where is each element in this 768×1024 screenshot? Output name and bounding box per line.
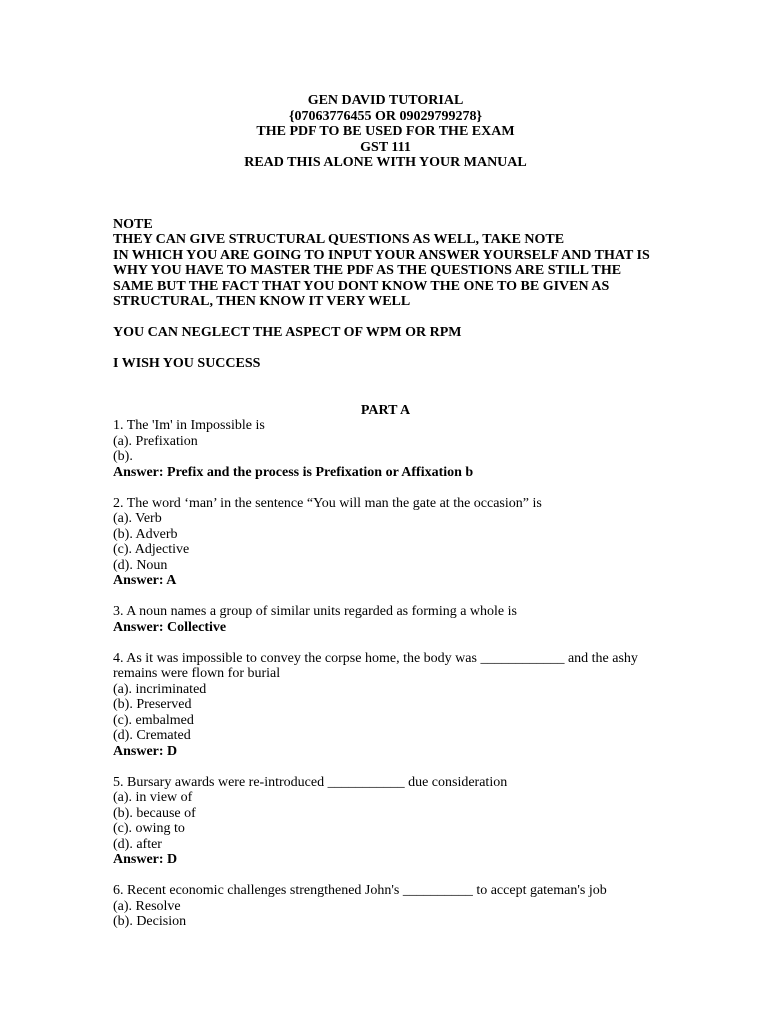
question-list — [113, 418, 658, 930]
question-text: 5. Bursary awards were re-introduced ___________ due consideration — [113, 774, 508, 790]
question-item — [113, 775, 658, 868]
question-option: (b). — [113, 449, 133, 464]
question-answer: Answer: Collective — [113, 619, 227, 635]
question-item — [113, 883, 658, 930]
question-answer: Answer: D — [113, 852, 178, 867]
note-section — [113, 217, 658, 372]
question-option: (d). Cremated — [113, 728, 191, 743]
part-title: PART A — [360, 402, 411, 418]
question-item — [113, 651, 658, 760]
header-line: THE PDF TO BE USED FOR THE EXAM — [256, 124, 515, 139]
question-option: (c). embalmed — [113, 712, 194, 728]
question-text: 1. The 'Im' in Impossible is — [113, 418, 265, 433]
note-neglect: YOU CAN NEGLECT THE ASPECT OF WPM OR RPM — [113, 325, 462, 340]
question-text: 6. Recent economic challenges strengthened John's __________ to accept gateman's job — [113, 883, 607, 898]
note-line: THEY CAN GIVE STRUCTURAL QUESTIONS AS WELL, TAKE NOTE — [113, 232, 565, 247]
question-option: (b). Decision — [113, 914, 187, 929]
question-item — [113, 418, 658, 480]
question-text: 2. The word ‘man’ in the sentence “You will man the gate at the occasion” is — [113, 495, 542, 511]
question-answer: Answer: D — [113, 743, 178, 759]
question-item — [113, 496, 658, 589]
note-title: NOTE — [113, 216, 153, 232]
note-line: STRUCTURAL, THEN KNOW IT VERY WELL — [113, 294, 411, 309]
note-line: WHY YOU HAVE TO MASTER THE PDF AS THE QUESTIONS ARE STILL THE — [113, 263, 622, 278]
question-option: (c). Adjective — [113, 542, 190, 557]
question-option: (a). in view of — [113, 790, 193, 805]
header-line: GST 111 — [360, 139, 411, 155]
note-line: IN WHICH YOU ARE GOING TO INPUT YOUR ANSWER YOURSELF AND THAT IS — [113, 247, 650, 263]
question-option: (c). owing to — [113, 821, 185, 836]
question-option: (a). Verb — [113, 511, 162, 526]
question-option: (a). incriminated — [113, 681, 207, 697]
question-option: (d). Noun — [113, 557, 168, 573]
question-item — [113, 604, 658, 635]
document-header — [113, 93, 658, 171]
question-option: (d). after — [113, 836, 162, 852]
question-option: (b). because of — [113, 805, 196, 821]
note-line: SAME BUT THE FACT THAT YOU DONT KNOW THE ONE TO BE GIVEN AS — [113, 278, 610, 294]
question-option: (a). Resolve — [113, 898, 181, 914]
header-line: {07063776455 OR 09029799278} — [288, 108, 483, 124]
question-option: (a). Prefixation — [113, 433, 198, 449]
question-text: 4. As it was impossible to convey the corpse home, the body was ____________ and the ashy remains were flown for burial — [113, 650, 642, 681]
question-option: (b). Preserved — [113, 697, 192, 712]
header-line: GEN DAVID TUTORIAL — [307, 93, 464, 108]
question-option: (b). Adverb — [113, 526, 178, 542]
question-answer: Answer: Prefix and the process is Prefixation or Affixation b — [113, 464, 474, 480]
header-line: READ THIS ALONE WITH YOUR MANUAL — [244, 155, 527, 170]
question-text: 3. A noun names a group of similar units regarded as forming a whole is — [113, 604, 517, 619]
question-answer: Answer: A — [113, 573, 177, 588]
note-wish: I WISH YOU SUCCESS — [113, 356, 261, 371]
